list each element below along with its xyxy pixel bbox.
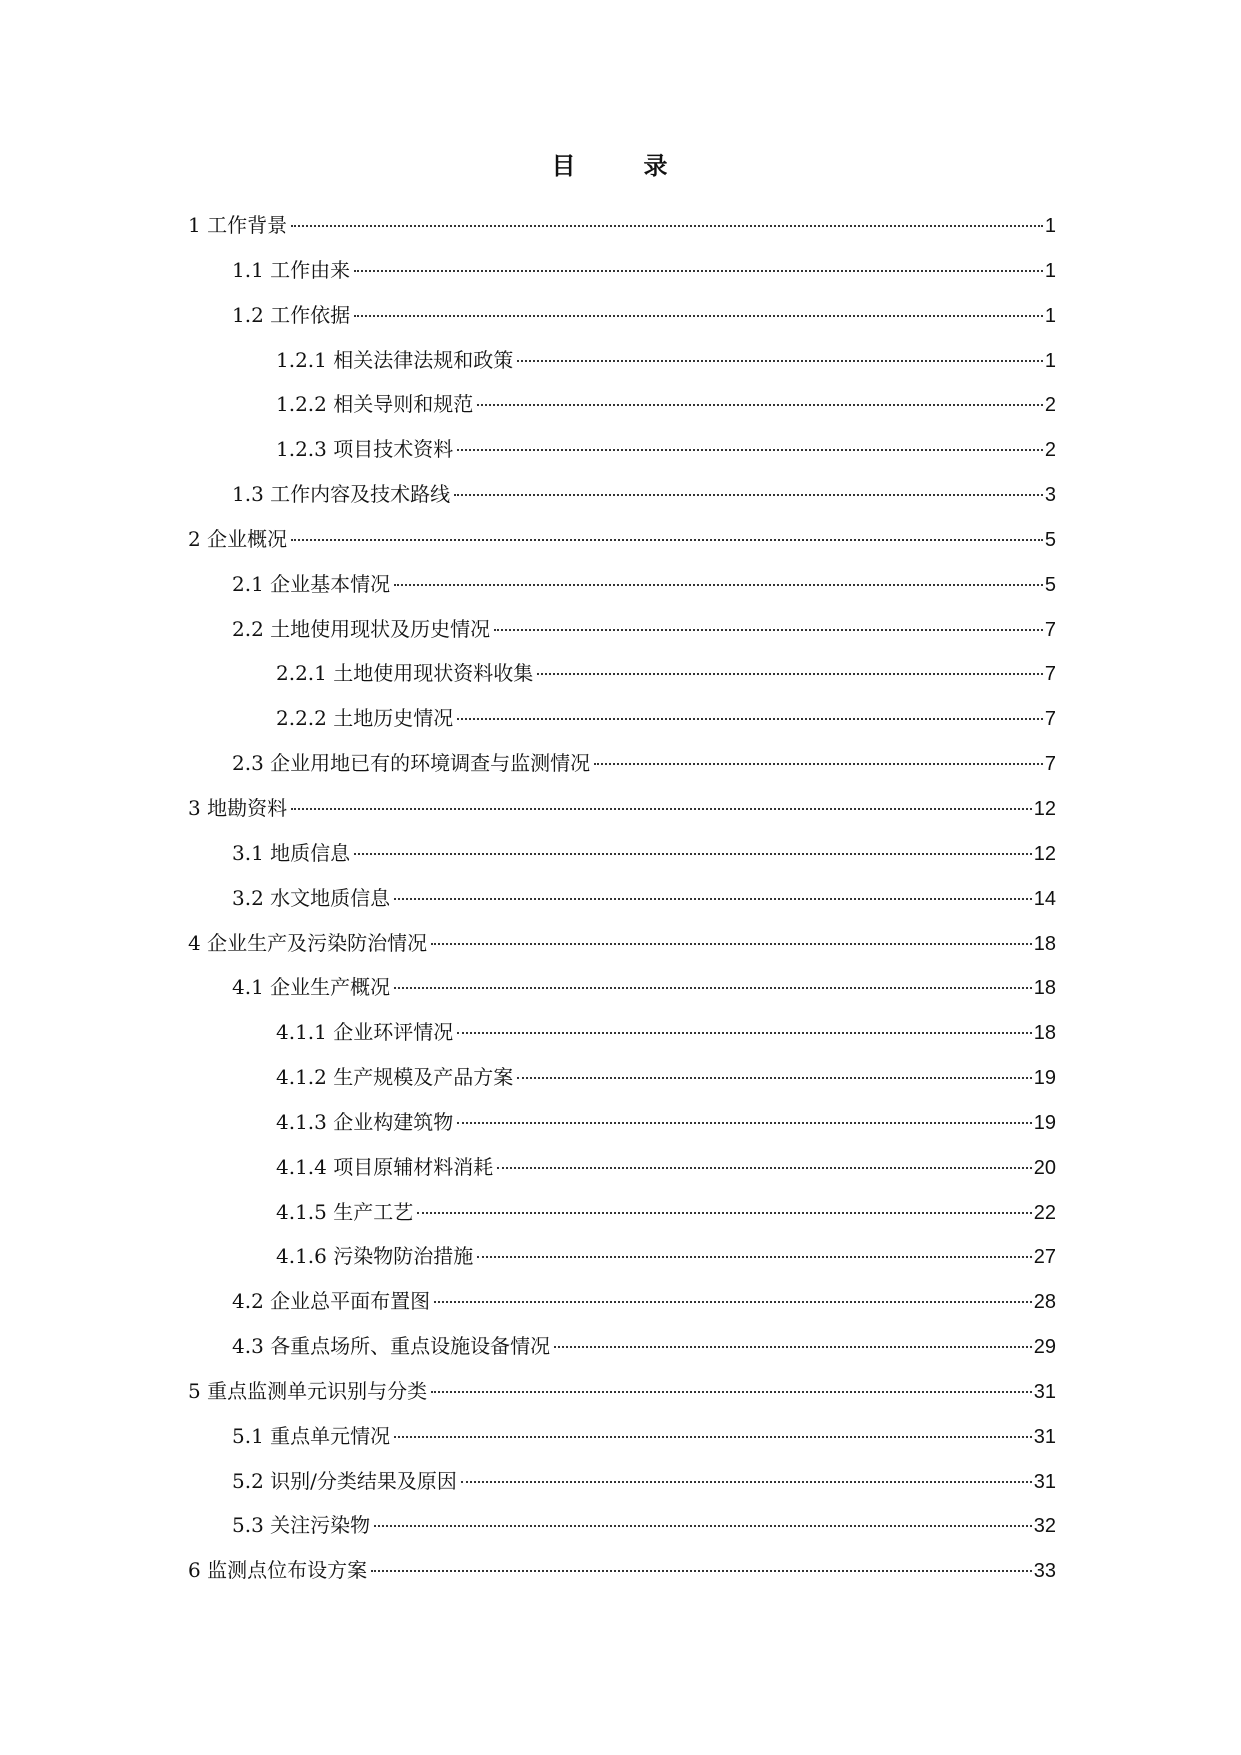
toc-entry[interactable] [188,1234,1056,1279]
toc-entry-title: 4.1.1 企业环评情况 [276,1020,454,1045]
toc-entry[interactable] [188,1279,1056,1324]
toc-entry-title: 2.2 土地使用现状及历史情况 [232,616,491,641]
toc-page-number: 19 [1033,1067,1056,1090]
toc-page-number: 18 [1033,977,1056,1000]
toc-entry[interactable] [188,651,1056,696]
toc-dot-leader [594,762,1043,765]
toc-entry-title: 4.1.5 生产工艺 [276,1199,414,1224]
toc-entry[interactable] [188,831,1056,876]
toc-entry-title: 1.2 工作依据 [232,302,351,327]
toc-entry-title: 5.1 重点单元情况 [232,1423,391,1448]
toc-page-number: 1 [1044,259,1056,282]
toc-entry[interactable] [188,1503,1056,1548]
toc-entry-title: 3.2 水文地质信息 [232,885,391,910]
toc-dot-leader [291,224,1043,227]
toc-page-number: 33 [1033,1560,1056,1583]
toc-entry-title: 2.3 企业用地已有的环境调查与监测情况 [232,751,591,776]
toc-entry-title: 1.1 工作由来 [232,257,351,282]
toc-dot-leader [554,1345,1032,1348]
toc-dot-leader [431,942,1032,945]
toc-entry-title: 4 企业生产及污染防治情况 [188,930,428,955]
toc-entry-title: 1.2.1 相关法律法规和政策 [276,347,514,372]
toc-page-number: 5 [1044,528,1056,551]
toc-dot-leader [354,269,1043,272]
toc-entry-title: 4.1 企业生产概况 [232,975,391,1000]
toc-page-number: 18 [1033,1022,1056,1045]
toc-page-number: 1 [1044,304,1056,327]
toc-page-number: 7 [1044,663,1056,686]
toc-page-number: 22 [1033,1201,1056,1224]
toc-entry[interactable] [188,293,1056,338]
toc-dot-leader [291,538,1043,541]
toc-page-number: 14 [1033,887,1056,910]
toc-entry-title: 2.1 企业基本情况 [232,571,391,596]
toc-page-number: 12 [1033,797,1056,820]
toc-entry[interactable] [188,1414,1056,1459]
toc-entry[interactable] [188,1324,1056,1369]
toc-page-number: 5 [1044,573,1056,596]
toc-page-number: 31 [1033,1380,1056,1403]
toc-entry-title: 1.2.2 相关导则和规范 [276,392,474,417]
toc-entry[interactable] [188,741,1056,786]
toc-dot-leader [354,314,1043,317]
toc-entry-title: 3.1 地质信息 [232,840,351,865]
toc-dot-leader [494,628,1043,631]
toc-title: 目 录 [551,151,690,180]
toc-entry-title: 1.3 工作内容及技术路线 [232,482,451,507]
toc-entry[interactable] [188,786,1056,831]
toc-entry-title: 2.2.1 土地使用现状资料收集 [276,661,534,686]
toc-dot-leader [434,1300,1032,1303]
toc-entry[interactable] [188,517,1056,562]
toc-page-number: 20 [1033,1156,1056,1179]
toc-entry-title: 4.1.2 生产规模及产品方案 [276,1065,514,1090]
toc-dot-leader [517,359,1043,362]
toc-entry-title: 4.1.4 项目原辅材料消耗 [276,1154,494,1179]
toc-dot-leader [477,403,1043,406]
toc-dot-leader [457,1031,1032,1034]
toc-page-number: 3 [1044,484,1056,507]
toc-dot-leader [457,717,1043,720]
toc-dot-leader [477,1255,1032,1258]
toc-entry[interactable] [188,562,1056,607]
toc-page-number: 1 [1044,215,1056,237]
toc-entry[interactable] [188,338,1056,383]
toc-entry-title: 2.2.2 土地历史情况 [276,706,454,731]
toc-entry[interactable] [188,382,1056,427]
toc-entry[interactable] [188,1190,1056,1235]
toc-entry-title: 1.2.3 项目技术资料 [276,437,454,462]
toc-entry-title: 5 重点监测单元识别与分类 [188,1378,428,1403]
toc-dot-leader [431,1390,1032,1393]
toc-entry[interactable] [188,876,1056,921]
toc-page-number: 29 [1033,1336,1056,1359]
toc-dot-leader [461,1480,1032,1483]
toc-dot-leader [291,807,1032,810]
toc-dot-leader [517,1076,1032,1079]
toc-dot-leader [457,1121,1032,1124]
toc-entry-title: 2 企业概况 [188,526,288,551]
toc-list [188,203,1056,1593]
toc-dot-leader [354,852,1032,855]
toc-entry[interactable] [188,1459,1056,1504]
toc-page-number: 31 [1033,1470,1056,1493]
toc-entry[interactable] [188,1055,1056,1100]
toc-entry[interactable] [188,1145,1056,1190]
toc-entry[interactable] [188,427,1056,472]
toc-entry[interactable] [188,203,1056,248]
toc-page-number: 12 [1033,842,1056,865]
toc-dot-leader [394,986,1032,989]
toc-dot-leader [537,672,1043,675]
toc-entry-title: 4.1.6 污染物防治措施 [276,1244,474,1269]
toc-dot-leader [394,897,1032,900]
toc-entry-title: 4.3 各重点场所、重点设施设备情况 [232,1334,551,1359]
toc-dot-leader [457,448,1043,451]
toc-entry[interactable] [188,921,1056,966]
toc-entry[interactable] [188,248,1056,293]
toc-entry[interactable] [188,472,1056,517]
toc-page-number: 7 [1044,618,1056,641]
toc-entry-title: 1 工作背景 [188,213,288,237]
toc-entry[interactable] [188,1369,1056,1414]
toc-page-number: 7 [1044,753,1056,776]
toc-page-number: 18 [1033,932,1056,955]
toc-page-number: 28 [1033,1291,1056,1314]
toc-entry-title: 4.2 企业总平面布置图 [232,1289,431,1314]
toc-page-number: 19 [1033,1111,1056,1134]
toc-entry-title: 6 监测点位布设方案 [188,1558,368,1583]
toc-dot-leader [417,1211,1032,1214]
toc-entry[interactable] [188,965,1056,1010]
toc-dot-leader [454,493,1043,496]
toc-entry[interactable] [188,1010,1056,1055]
toc-entry-title: 4.1.3 企业构建筑物 [276,1109,454,1134]
toc-page-number: 1 [1044,349,1056,372]
toc-entry-title: 5.2 识别/分类结果及原因 [232,1468,457,1493]
toc-entry[interactable] [188,1548,1056,1593]
toc-page-number: 31 [1033,1425,1056,1448]
toc-page-number: 32 [1033,1515,1056,1538]
toc-dot-leader [394,1435,1032,1438]
toc-page-number: 27 [1033,1246,1056,1269]
toc-dot-leader [374,1524,1032,1527]
toc-page-number: 2 [1044,394,1056,417]
toc-entry-title: 3 地勘资料 [188,795,288,820]
toc-entry-title: 5.3 关注污染物 [232,1513,371,1538]
toc-dot-leader [497,1166,1032,1169]
toc-dot-leader [371,1569,1032,1572]
toc-entry[interactable] [188,1100,1056,1145]
toc-dot-leader [394,583,1043,586]
toc-page-number: 7 [1044,708,1056,731]
toc-entry[interactable] [188,696,1056,741]
toc-page-number: 2 [1044,439,1056,462]
toc-entry[interactable] [188,607,1056,652]
